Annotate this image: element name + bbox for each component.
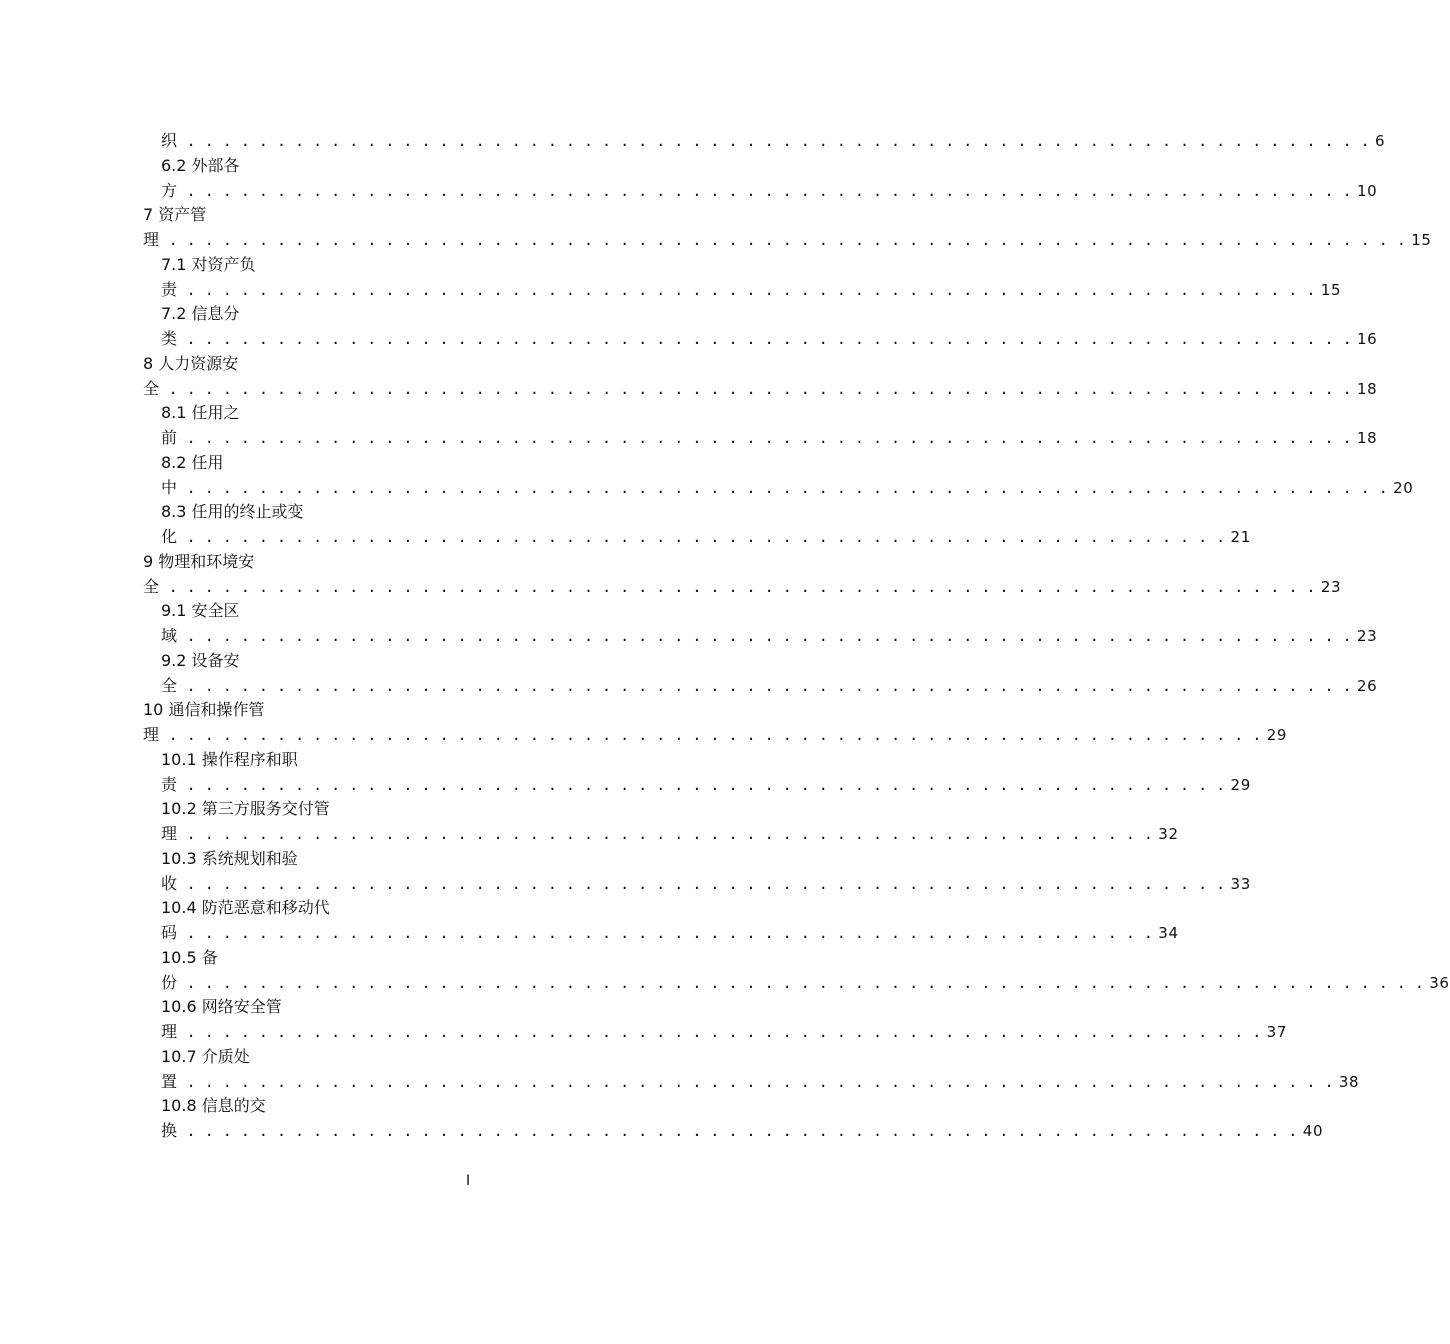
toc-dot-leader: . . . . . . . . . . . . . . . . . . . . . . . . . . . . . . . . . . . . . . . . . . . . . . . . . . . . . . . . . . . . (177, 1023, 1262, 1041)
toc-entry-tail: 理 (143, 725, 160, 744)
toc-entry-leader[interactable] (143, 228, 1432, 252)
toc-entry-tail: 中 (161, 478, 178, 497)
toc-entry-tail: 方 (161, 181, 178, 200)
toc-entry-tail: 码 (161, 923, 178, 942)
toc-page-number: 18 (1351, 429, 1378, 447)
toc-entry-title[interactable]: 8 人力资源安 (143, 354, 239, 373)
toc-entry-tail: 全 (143, 379, 160, 398)
toc-dot-leader: . . . . . . . . . . . . . . . . . . . . . . . . . . . . . . . . . . . . . . . . . . . . . . . . . . . . . . (177, 924, 1153, 942)
toc-entry-title[interactable]: 7.2 信息分 (161, 304, 240, 323)
toc-entry-tail: 份 (161, 973, 178, 992)
toc-entry-leader[interactable] (161, 278, 1341, 302)
toc-page-number: 37 (1261, 1023, 1287, 1041)
toc-dot-leader: . . . . . . . . . . . . . . . . . . . . . . . . . . . . . . . . . . . . . . . . . . . . . . . . . . . . . . . . . . . . . (159, 726, 1262, 744)
toc-dot-leader: . . . . . . . . . . . . . . . . . . . . . . . . . . . . . . . . . . . . . . . . . . . . . . . . . . . . . . . . . . . . . . . . (159, 578, 1316, 596)
toc-page-number: 23 (1351, 627, 1378, 645)
toc-entry-leader[interactable] (143, 723, 1287, 747)
toc-page-number: 38 (1333, 1073, 1360, 1091)
toc-dot-leader: . . . . . . . . . . . . . . . . . . . . . . . . . . . . . . . . . . . . . . . . . . . . . . . . . . . . . . . . . . . . . . . . . . (177, 132, 1370, 150)
toc-entry-tail: 织 (161, 131, 178, 150)
toc-dot-leader: . . . . . . . . . . . . . . . . . . . . . . . . . . . . . . . . . . . . . . . . . . . . . . . . . . . . . . . . . . . . . . . . . . . . . (159, 231, 1406, 249)
toc-entry-leader[interactable] (161, 179, 1377, 203)
toc-entry-title[interactable]: 10.6 网络安全管 (161, 997, 282, 1016)
toc-dot-leader: . . . . . . . . . . . . . . . . . . . . . . . . . . . . . . . . . . . . . . . . . . . . . . . . . . . . . . . . . . . . . . . . . . (159, 380, 1352, 398)
toc-dot-leader: . . . . . . . . . . . . . . . . . . . . . . . . . . . . . . . . . . . . . . . . . . . . . . . . . . . . . . . . . . . . . . . . (177, 1073, 1334, 1091)
toc-entry-tail: 理 (161, 1022, 178, 1041)
toc-entry-leader[interactable] (161, 921, 1179, 945)
toc-entry-tail: 类 (161, 329, 178, 348)
toc-page-number: 15 (1405, 231, 1432, 249)
toc-page-number: 29 (1261, 726, 1288, 744)
toc-dot-leader: . . . . . . . . . . . . . . . . . . . . . . . . . . . . . . . . . . . . . . . . . . . . . . . . . . . . . . . . . . . . . . . . . (177, 182, 1352, 200)
toc-entry-title[interactable]: 10.2 第三方服务交付管 (161, 799, 330, 818)
toc-entry-tail: 责 (161, 775, 178, 794)
toc-page-number: 29 (1225, 776, 1251, 794)
toc-entry-tail: 全 (161, 676, 178, 695)
toc-entry-leader[interactable] (161, 872, 1251, 896)
toc-page-number: 36 (1423, 974, 1450, 992)
toc-dot-leader: . . . . . . . . . . . . . . . . . . . . . . . . . . . . . . . . . . . . . . . . . . . . . . . . . . . . . . . . . . . . . . . . . . . . . (177, 974, 1424, 992)
toc-entry-title[interactable]: 9 物理和环境安 (143, 552, 255, 571)
toc-page-number: 15 (1315, 281, 1342, 299)
toc-entry-tail: 理 (161, 824, 178, 843)
toc-page-number: 10 (1351, 182, 1378, 200)
toc-dot-leader: . . . . . . . . . . . . . . . . . . . . . . . . . . . . . . . . . . . . . . . . . . . . . . . . . . . . . . . . . . . . . . (177, 1122, 1298, 1140)
toc-entry-title[interactable]: 10.5 备 (161, 948, 218, 967)
toc-dot-leader: . . . . . . . . . . . . . . . . . . . . . . . . . . . . . . . . . . . . . . . . . . . . . . . . . . . . . . . . . . (177, 875, 1226, 893)
toc-dot-leader: . . . . . . . . . . . . . . . . . . . . . . . . . . . . . . . . . . . . . . . . . . . . . . . . . . . . . . . . . . . . . . . . . (177, 429, 1352, 447)
toc-page-number: 23 (1315, 578, 1342, 596)
toc-entry-leader[interactable] (143, 575, 1341, 599)
toc-entry-tail: 化 (161, 527, 178, 546)
toc-page-number: 26 (1351, 677, 1378, 695)
toc-entry-title[interactable]: 7.1 对资产负 (161, 255, 256, 274)
toc-page-number: 32 (1152, 825, 1179, 843)
toc-entry-title[interactable]: 8.2 任用 (161, 453, 224, 472)
toc-entry-leader[interactable] (161, 971, 1450, 995)
toc-page-number: 18 (1351, 380, 1378, 398)
toc-dot-leader: . . . . . . . . . . . . . . . . . . . . . . . . . . . . . . . . . . . . . . . . . . . . . . . . . . . . . . . . . . . . . . . . . (177, 677, 1352, 695)
toc-page-number: 33 (1225, 875, 1251, 893)
toc-page-number: 16 (1351, 330, 1378, 348)
toc-dot-leader: . . . . . . . . . . . . . . . . . . . . . . . . . . . . . . . . . . . . . . . . . . . . . . . . . . . . . . . . . . (177, 528, 1226, 546)
toc-entry-leader[interactable] (161, 624, 1377, 648)
toc-entry-leader[interactable] (161, 1119, 1323, 1143)
toc-page-number: 40 (1297, 1122, 1324, 1140)
toc-entry-leader[interactable] (161, 525, 1251, 549)
toc-entry-tail: 全 (143, 577, 160, 596)
toc-entry-leader[interactable] (161, 674, 1377, 698)
toc-entry-tail: 收 (161, 874, 178, 893)
toc-entry-title[interactable]: 8.1 任用之 (161, 403, 240, 422)
toc-dot-leader: . . . . . . . . . . . . . . . . . . . . . . . . . . . . . . . . . . . . . . . . . . . . . . . . . . . . . . . . . . . . . . . (177, 281, 1316, 299)
toc-dot-leader: . . . . . . . . . . . . . . . . . . . . . . . . . . . . . . . . . . . . . . . . . . . . . . . . . . . . . . . . . . . . . . . . . (177, 330, 1352, 348)
toc-entry-tail: 理 (143, 230, 160, 249)
page-number-footer: I (466, 1173, 471, 1189)
toc-entry-leader[interactable] (161, 822, 1179, 846)
toc-entry-title[interactable]: 8.3 任用的终止或变 (161, 502, 304, 521)
toc-dot-leader: . . . . . . . . . . . . . . . . . . . . . . . . . . . . . . . . . . . . . . . . . . . . . . . . . . . . . . . . . . . . . . . . . . . (177, 479, 1388, 497)
toc-entry-leader[interactable] (161, 426, 1377, 450)
toc-page-number: 34 (1152, 924, 1179, 942)
toc-page-number: 6 (1369, 132, 1386, 150)
toc-entry-leader[interactable] (161, 773, 1251, 797)
toc-dot-leader: . . . . . . . . . . . . . . . . . . . . . . . . . . . . . . . . . . . . . . . . . . . . . . . . . . . . . . (177, 825, 1153, 843)
toc-page-number: 21 (1225, 528, 1251, 546)
toc-entry-title[interactable]: 10 通信和操作管 (143, 700, 265, 719)
toc-entry-title[interactable]: 10.1 操作程序和职 (161, 750, 298, 769)
toc-entry-leader[interactable] (161, 1070, 1359, 1094)
toc-entry-leader[interactable] (161, 327, 1377, 351)
toc-entry-tail: 域 (161, 626, 178, 645)
toc-entry-tail: 前 (161, 428, 178, 447)
toc-entry-title[interactable]: 10.7 介质处 (161, 1047, 250, 1066)
toc-entry-tail: 置 (161, 1072, 178, 1091)
toc-entry-title[interactable]: 10.4 防范恶意和移动代 (161, 898, 330, 917)
toc-entry-tail: 换 (161, 1121, 178, 1140)
toc-entry-leader[interactable] (161, 476, 1413, 500)
toc-entry-title[interactable]: 9.2 设备安 (161, 651, 240, 670)
toc-entry-title[interactable]: 7 资产管 (143, 205, 207, 224)
toc-entry-leader[interactable] (143, 377, 1377, 401)
toc-page-number: 20 (1387, 479, 1414, 497)
toc-dot-leader: . . . . . . . . . . . . . . . . . . . . . . . . . . . . . . . . . . . . . . . . . . . . . . . . . . . . . . . . . . . . . . . . . (177, 627, 1352, 645)
toc-entry-title[interactable]: 9.1 安全区 (161, 601, 240, 620)
toc-entry-title[interactable]: 10.3 系统规划和验 (161, 849, 298, 868)
toc-entry-leader[interactable] (161, 1020, 1287, 1044)
toc-entry-leader[interactable] (161, 129, 1385, 153)
toc-entry-tail: 责 (161, 280, 178, 299)
toc-entry-title[interactable]: 10.8 信息的交 (161, 1096, 266, 1115)
toc-dot-leader: . . . . . . . . . . . . . . . . . . . . . . . . . . . . . . . . . . . . . . . . . . . . . . . . . . . . . . . . . . (177, 776, 1226, 794)
toc-entry-title[interactable]: 6.2 外部各 (161, 156, 240, 175)
